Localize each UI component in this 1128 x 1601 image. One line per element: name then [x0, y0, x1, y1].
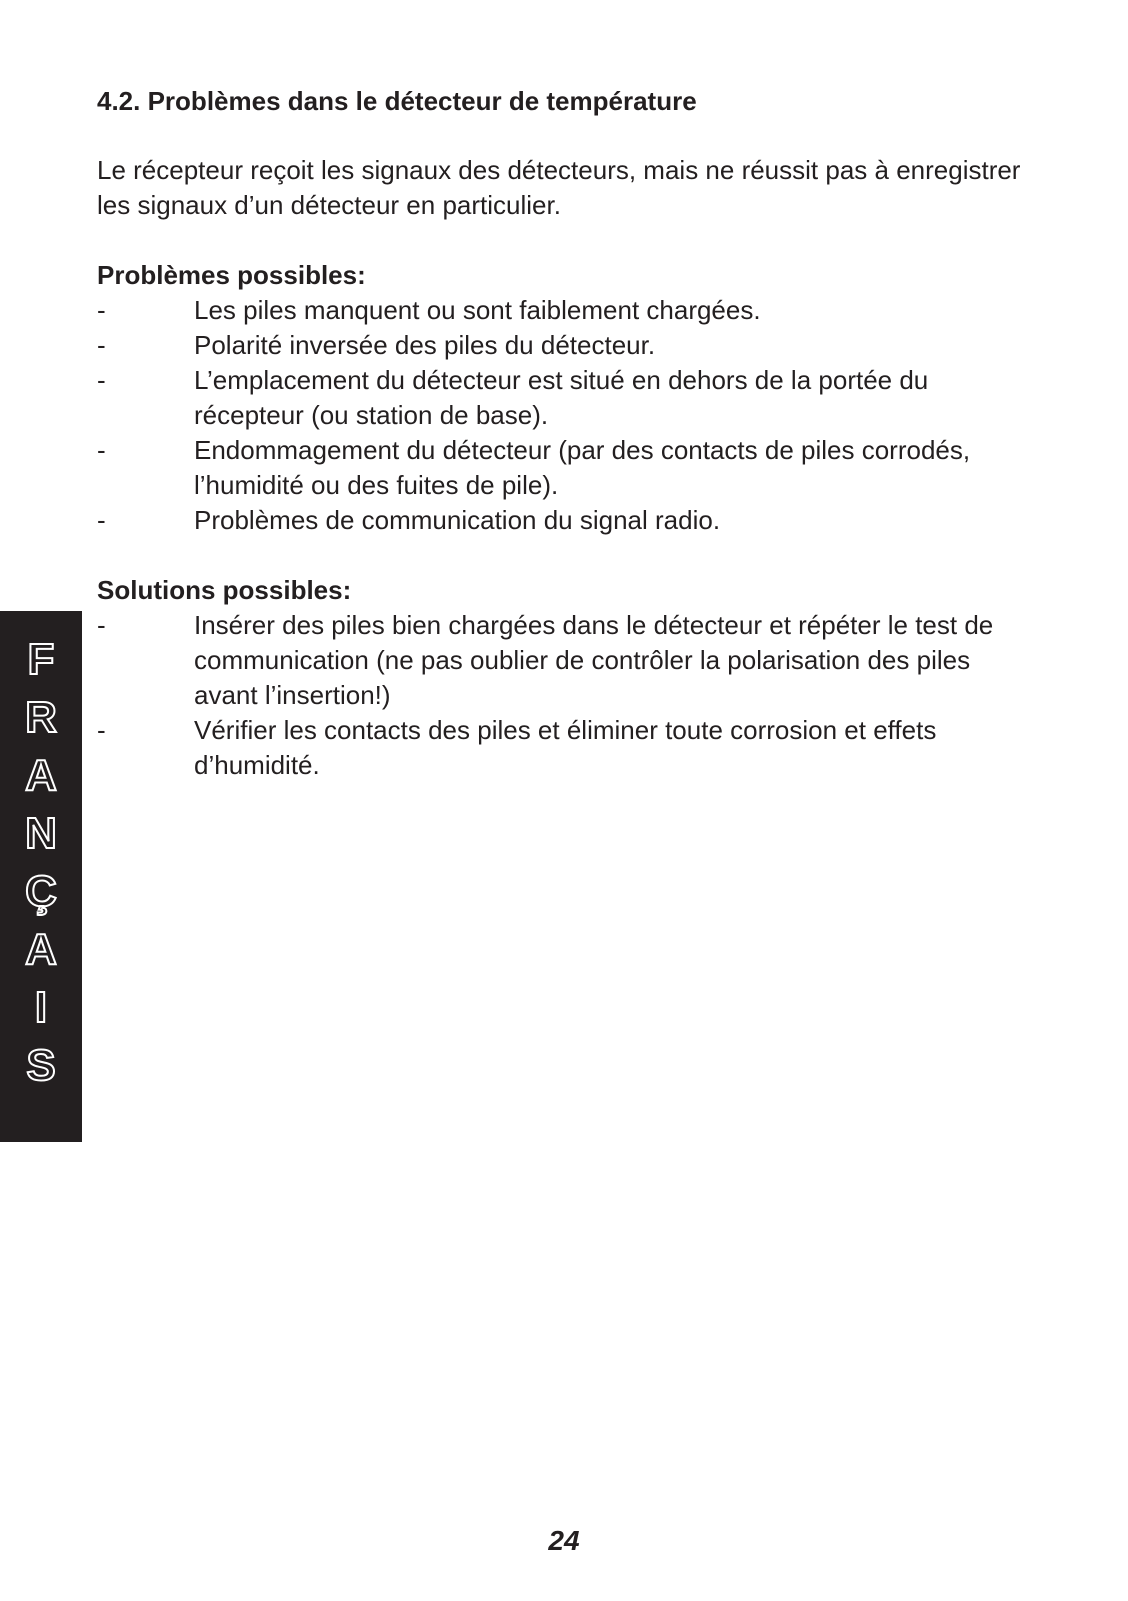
list-item — [97, 608, 1037, 713]
language-side-tab — [0, 611, 82, 1142]
list-item — [97, 713, 1037, 783]
list-item — [97, 503, 1037, 538]
problems-heading: Problèmes possibles: — [97, 260, 366, 290]
language-letter: A — [25, 925, 57, 974]
solutions-heading: Solutions possibles: — [97, 575, 352, 605]
intro-paragraph: Le récepteur reçoit les signaux des détecteurs, mais ne réussit pas à enregistrer les signaux d’un détecteur en particulier. — [97, 155, 1021, 220]
list-item — [97, 293, 1037, 328]
solutions-list — [97, 608, 1037, 783]
language-letter: N — [25, 809, 57, 858]
list-item-text: Vérifier les contacts des piles et éliminer toute corrosion et effets d’humidité. — [194, 715, 937, 780]
list-item — [97, 328, 1037, 363]
list-item-text: Endommagement du détecteur (par des contacts de piles corrodés, l’humidité ou des fuites de pile). — [194, 435, 971, 500]
document-body — [97, 84, 1037, 818]
language-letter: I — [34, 983, 48, 1032]
section-title: 4.2. Problèmes dans le détecteur de température — [97, 86, 697, 116]
language-letter: F — [27, 635, 55, 684]
list-item-text: Problèmes de communication du signal radio. — [194, 505, 721, 535]
language-letter: R — [25, 693, 57, 742]
list-item — [97, 433, 1037, 503]
list-item — [97, 363, 1037, 433]
bullet-dash: - — [97, 365, 106, 395]
language-letter: Ç — [25, 867, 57, 916]
bullet-dash: - — [97, 505, 106, 535]
list-item-text: L’emplacement du détecteur est situé en dehors de la portée du récepteur (ou station de base). — [194, 365, 929, 430]
bullet-dash: - — [97, 295, 106, 325]
bullet-dash: - — [97, 330, 106, 360]
bullet-dash: - — [97, 715, 106, 745]
list-item-text: Les piles manquent ou sont faiblement chargées. — [194, 295, 761, 325]
language-letter: A — [25, 751, 57, 800]
list-item-text: Insérer des piles bien chargées dans le détecteur et répéter le test de communication (ne pas oublier de contrôler la polarisation des piles avant l’insertion!) — [194, 610, 994, 710]
page-number: 24 — [548, 1525, 580, 1556]
language-letter: S — [26, 1041, 56, 1090]
language-label — [0, 631, 82, 1095]
list-item-text: Polarité inversée des piles du détecteur. — [194, 330, 656, 360]
bullet-dash: - — [97, 435, 106, 465]
bullet-dash: - — [97, 610, 106, 640]
problems-list — [97, 293, 1037, 538]
